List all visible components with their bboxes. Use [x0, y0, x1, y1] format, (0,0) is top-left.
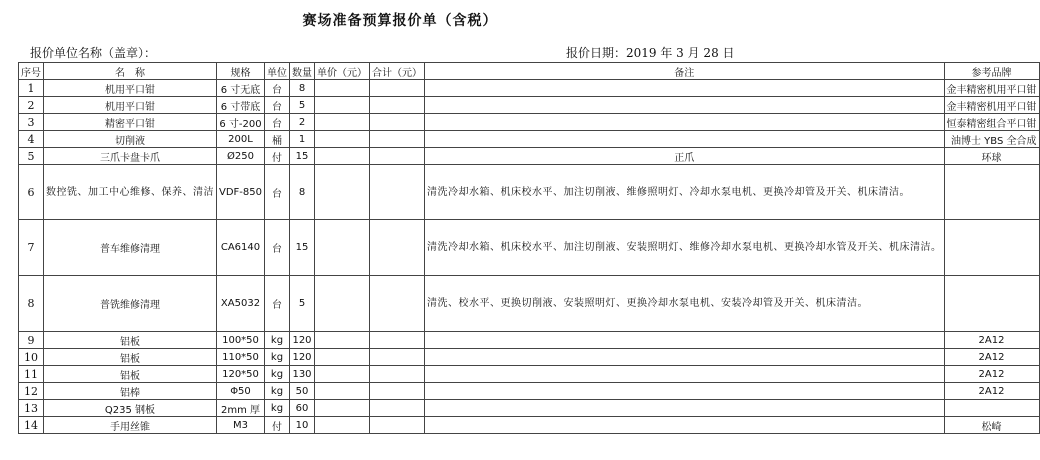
cell-spec: 6 寸-200 — [217, 114, 265, 131]
cell-brand: 松崎 — [944, 417, 1039, 434]
cell-unit: kg — [265, 332, 290, 349]
cell-price[interactable] — [315, 332, 370, 349]
cell-remark — [425, 332, 945, 349]
cell-unit: 台 — [265, 220, 290, 276]
cell-qty: 1 — [290, 131, 315, 148]
table-row — [19, 383, 1040, 400]
table-row — [19, 220, 1040, 276]
cell-no: 4 — [19, 131, 44, 148]
cell-unit: kg — [265, 366, 290, 383]
cell-name: 三爪卡盘卡爪 — [44, 148, 217, 165]
cell-total[interactable] — [370, 148, 425, 165]
cell-total[interactable] — [370, 165, 425, 220]
quote-unit-label: 报价单位名称（盖章）： — [30, 46, 157, 60]
cell-name: 机用平口钳 — [44, 97, 217, 114]
cell-name: 普车维修清理 — [44, 220, 217, 276]
cell-qty: 15 — [290, 220, 315, 276]
header-unit: 单位 — [265, 63, 290, 80]
cell-name: 铝棒 — [44, 383, 217, 400]
cell-total[interactable] — [370, 114, 425, 131]
cell-spec: 120*50 — [217, 366, 265, 383]
cell-unit: kg — [265, 383, 290, 400]
header-qty: 数量 — [290, 63, 315, 80]
cell-qty: 8 — [290, 165, 315, 220]
table-row — [19, 349, 1040, 366]
cell-remark — [425, 97, 945, 114]
cell-name: 铝板 — [44, 366, 217, 383]
cell-qty: 120 — [290, 332, 315, 349]
cell-no: 3 — [19, 114, 44, 131]
cell-spec: 6 寸带底 — [217, 97, 265, 114]
cell-unit: 付 — [265, 417, 290, 434]
cell-spec: 110*50 — [217, 349, 265, 366]
table-row — [19, 131, 1040, 148]
table-row — [19, 148, 1040, 165]
cell-price[interactable] — [315, 114, 370, 131]
cell-name: 铝板 — [44, 349, 217, 366]
cell-brand: 金丰精密机用平口钳 — [944, 97, 1039, 114]
cell-no: 7 — [19, 220, 44, 276]
cell-total[interactable] — [370, 276, 425, 332]
cell-price[interactable] — [315, 97, 370, 114]
cell-unit: 付 — [265, 148, 290, 165]
cell-no: 13 — [19, 400, 44, 417]
header-brand: 参考品牌 — [944, 63, 1039, 80]
table-row — [19, 80, 1040, 97]
header-name: 名 称 — [44, 63, 217, 80]
table-row — [19, 97, 1040, 114]
cell-total[interactable] — [370, 366, 425, 383]
document-title: 赛场准备预算报价单（含税） — [302, 13, 498, 29]
table-row — [19, 276, 1040, 332]
cell-remark: 清洗、校水平、更换切削液、安装照明灯、更换冷却水泵电机、安装冷却管及开关、机床清洁。 — [425, 276, 945, 332]
header-total: 合计（元） — [370, 63, 425, 80]
cell-price[interactable] — [315, 80, 370, 97]
cell-qty: 120 — [290, 349, 315, 366]
cell-total[interactable] — [370, 80, 425, 97]
cell-price[interactable] — [315, 220, 370, 276]
cell-spec: M3 — [217, 417, 265, 434]
cell-no: 10 — [19, 349, 44, 366]
cell-qty: 2 — [290, 114, 315, 131]
cell-unit: 台 — [265, 114, 290, 131]
cell-remark — [425, 80, 945, 97]
cell-total[interactable] — [370, 383, 425, 400]
cell-unit: 桶 — [265, 131, 290, 148]
cell-brand: 2A12 — [944, 349, 1039, 366]
cell-total[interactable] — [370, 97, 425, 114]
cell-qty: 15 — [290, 148, 315, 165]
cell-name: 机用平口钳 — [44, 80, 217, 97]
cell-spec: XA5032 — [217, 276, 265, 332]
cell-remark — [425, 349, 945, 366]
cell-no: 6 — [19, 165, 44, 220]
table-header-row — [19, 63, 1040, 80]
cell-brand — [944, 165, 1039, 220]
cell-brand: 2A12 — [944, 366, 1039, 383]
cell-qty: 5 — [290, 276, 315, 332]
quote-date: 报价日期：2019 年 3 月 28 日 — [566, 46, 735, 60]
cell-name: 手用丝锥 — [44, 417, 217, 434]
cell-spec: 2mm 厚 — [217, 400, 265, 417]
cell-remark — [425, 131, 945, 148]
cell-spec: VDF-850 — [217, 165, 265, 220]
cell-remark — [425, 417, 945, 434]
cell-total[interactable] — [370, 220, 425, 276]
cell-remark — [425, 383, 945, 400]
table-row — [19, 417, 1040, 434]
cell-total[interactable] — [370, 400, 425, 417]
cell-total[interactable] — [370, 332, 425, 349]
cell-remark: 正爪 — [425, 148, 945, 165]
cell-brand: 环球 — [944, 148, 1039, 165]
cell-brand: 油博士 YBS 全合成 — [944, 131, 1039, 148]
cell-remark: 清洗冷却水箱、机床校水平、加注切削液、安装照明灯、维修冷却水泵电机、更换冷却水管及开关、机床清洁。 — [425, 220, 945, 276]
cell-total[interactable] — [370, 349, 425, 366]
header-price: 单价（元） — [315, 63, 370, 80]
table-row — [19, 165, 1040, 220]
header-spec: 规格 — [217, 63, 265, 80]
cell-no: 1 — [19, 80, 44, 97]
cell-name: Q235 钢板 — [44, 400, 217, 417]
cell-spec: Φ50 — [217, 383, 265, 400]
cell-spec: Ø250 — [217, 148, 265, 165]
header-no: 序号 — [19, 63, 44, 80]
cell-no: 12 — [19, 383, 44, 400]
cell-qty: 10 — [290, 417, 315, 434]
cell-brand — [944, 276, 1039, 332]
cell-price[interactable] — [315, 400, 370, 417]
cell-spec: 200L — [217, 131, 265, 148]
cell-unit: kg — [265, 400, 290, 417]
cell-name: 铝板 — [44, 332, 217, 349]
cell-brand: 恒泰精密组合平口钳 — [944, 114, 1039, 131]
cell-brand: 2A12 — [944, 383, 1039, 400]
cell-price[interactable] — [315, 349, 370, 366]
cell-qty: 8 — [290, 80, 315, 97]
cell-unit: kg — [265, 349, 290, 366]
header-remark: 备注 — [425, 63, 945, 80]
cell-price[interactable] — [315, 366, 370, 383]
cell-price[interactable] — [315, 131, 370, 148]
cell-qty: 50 — [290, 383, 315, 400]
cell-price[interactable] — [315, 276, 370, 332]
cell-remark: 清洗冷却水箱、机床校水平、加注切削液、维修照明灯、冷却水泵电机、更换冷却管及开关、机床清洁。 — [425, 165, 945, 220]
cell-qty: 130 — [290, 366, 315, 383]
cell-no: 2 — [19, 97, 44, 114]
cell-price[interactable] — [315, 383, 370, 400]
cell-brand — [944, 400, 1039, 417]
cell-name: 精密平口钳 — [44, 114, 217, 131]
cell-no: 9 — [19, 332, 44, 349]
cell-remark — [425, 400, 945, 417]
cell-spec: CA6140 — [217, 220, 265, 276]
cell-unit: 台 — [265, 97, 290, 114]
cell-no: 8 — [19, 276, 44, 332]
cell-qty: 60 — [290, 400, 315, 417]
cell-total[interactable] — [370, 417, 425, 434]
table-row — [19, 400, 1040, 417]
cell-name: 切削液 — [44, 131, 217, 148]
cell-name: 数控铣、加工中心维修、保养、清洁 — [44, 165, 217, 220]
cell-remark — [425, 114, 945, 131]
cell-total[interactable] — [370, 131, 425, 148]
table-row — [19, 332, 1040, 349]
cell-brand — [944, 220, 1039, 276]
cell-no: 5 — [19, 148, 44, 165]
cell-qty: 5 — [290, 97, 315, 114]
cell-spec: 100*50 — [217, 332, 265, 349]
table-body — [19, 80, 1040, 434]
cell-brand: 金丰精密机用平口钳 — [944, 80, 1039, 97]
cell-unit: 台 — [265, 276, 290, 332]
cell-no: 14 — [19, 417, 44, 434]
cell-price[interactable] — [315, 148, 370, 165]
cell-spec: 6 寸无底 — [217, 80, 265, 97]
cell-unit: 台 — [265, 165, 290, 220]
cell-name: 普铣维修清理 — [44, 276, 217, 332]
table-row — [19, 114, 1040, 131]
cell-remark — [425, 366, 945, 383]
cell-no: 11 — [19, 366, 44, 383]
quote-table — [18, 62, 1040, 434]
cell-unit: 台 — [265, 80, 290, 97]
cell-brand: 2A12 — [944, 332, 1039, 349]
cell-price[interactable] — [315, 417, 370, 434]
cell-price[interactable] — [315, 165, 370, 220]
table-row — [19, 366, 1040, 383]
